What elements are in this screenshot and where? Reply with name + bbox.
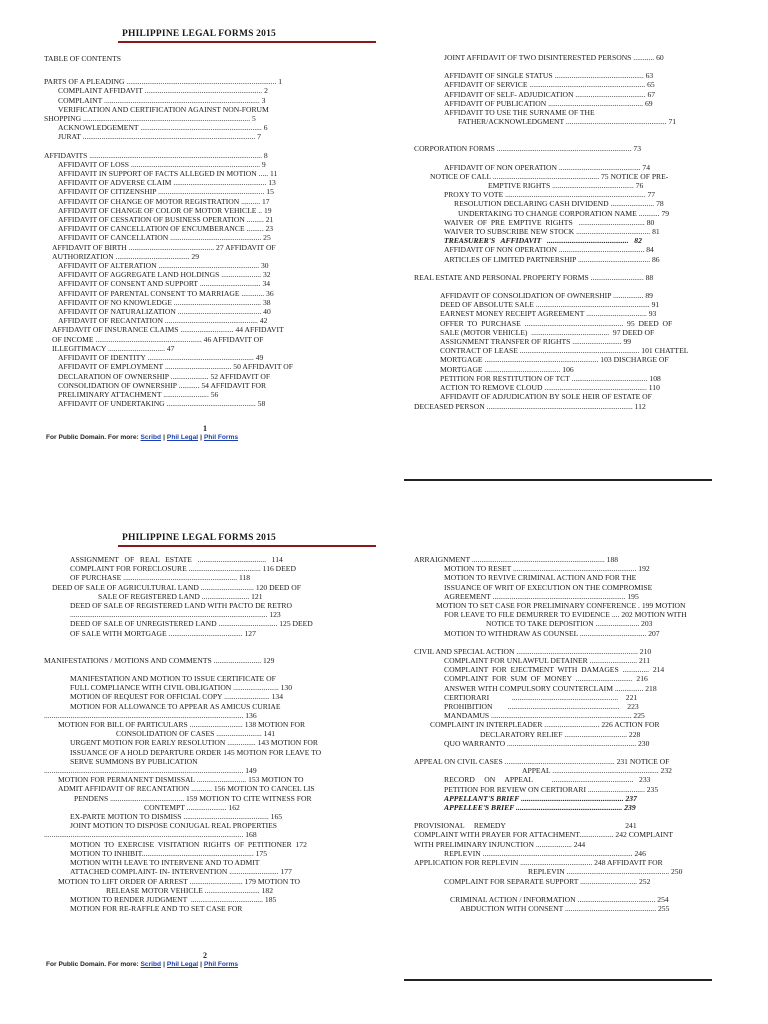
- toc-entry: DECEASED PERSON ............................................................................. 112: [414, 401, 646, 411]
- toc-entry: TREASURER'S AFFIDAVIT ........................................... 82: [444, 236, 642, 246]
- toc-entry: ASSIGNMENT TRANSFER OF RIGHTS .......................... 99: [440, 337, 632, 347]
- footer-separator: |: [163, 434, 165, 441]
- toc-entry: AFFIDAVIT OF BIRTH ............................................. 27 AFFIDAVIT OF: [52, 242, 276, 252]
- toc-entry: MOTION TO INHIBIT........................................................... 175: [70, 848, 268, 858]
- toc-entry: AFFIDAVIT OF CONSENT AND SUPPORT ................................ 34: [58, 279, 271, 289]
- toc-entry: ......................................................................................................... 168: [44, 830, 257, 840]
- toc-entry: AFFIDAVIT OF CANCELLATION ................................................ 25: [58, 233, 271, 243]
- toc-entry: AFFIDAVIT OF ADVERSE CLAIM ................................................. 13: [58, 178, 276, 188]
- toc-entry: MOTION FOR ALLOWANCE TO APPEAR AS AMICUS CURIAE: [70, 701, 281, 711]
- toc-entry: PROVISIONAL REMEDY 241: [414, 821, 637, 831]
- toc-entry: AFFIDAVIT OF EMPLOYMENT ................................... 50 AFFIDAVIT OF: [58, 362, 293, 372]
- toc-entry: APPEAL ........................................................ 232: [522, 766, 672, 776]
- header-rule: [118, 545, 376, 547]
- toc-entry: AFFIDAVIT OF SINGLE STATUS ............................................... 63: [444, 71, 654, 81]
- footer-separator: |: [200, 961, 202, 968]
- toc-entry: ARTICLES OF LIMITED PARTNERSHIP ...................................... 86: [444, 254, 660, 264]
- toc-entry: REPLEVIN ...................................................... 250: [528, 867, 683, 877]
- toc-entry: AGREEMENT ...................................................................... 195: [444, 591, 639, 601]
- toc-entry: MOTION FOR BILL OF PARTICULARS ............................ 138 MOTION FOR: [58, 720, 306, 730]
- toc-entry: MORTGAGE ............................................................ 103 DISCHARGE OF: [440, 355, 669, 365]
- toc-entry: AFFIDAVIT OF PUBLICATION .................................................. 69: [444, 98, 653, 108]
- toc-entry: EARNEST MONEY RECEIPT AGREEMENT ................................ 93: [440, 309, 657, 319]
- toc-entry: AFFIDAVIT OF UNDERTAKING ............................................... 58: [58, 399, 266, 409]
- header-rule: [118, 41, 376, 43]
- toc-entry: COMPLAINT WITH PRAYER FOR ATTACHMENT.................. 242 COMPLAINT: [414, 830, 674, 840]
- toc-entry: MOTION TO RENDER JUDGMENT ...................................... 185: [70, 894, 277, 904]
- toc-entry: AFFIDAVIT OF NON OPERATION ............................................. 84: [444, 245, 654, 255]
- toc-entry: APPELLEE'S BRIEF ........................................................ 239: [444, 803, 636, 813]
- toc-entry: PENDENS ....................................... 159 MOTION TO CITE WITNESS FOR: [74, 793, 312, 803]
- footer-link-phil-legal[interactable]: Phil Legal: [166, 434, 199, 441]
- toc-entry: RELEASE MOTOR VEHICLE ............................. 182: [106, 885, 273, 895]
- toc-entry: AFFIDAVIT OF CANCELLATION OF ENCUMBERANCE ......... 23: [58, 224, 274, 234]
- page-footer: [46, 961, 238, 968]
- toc-entry: ISSUANCE OF WRIT OF EXECUTION ON THE COMPROMISE: [444, 582, 653, 592]
- toc-entry: MANDAMUS .......................................................................... 225: [444, 711, 645, 721]
- toc-entry: NOTICE OF CALL ........................................................ 75 NOTICE OF PRE-: [430, 171, 669, 181]
- toc-entry: FOR LEAVE TO FILE DEMURRER TO EVIDENCE .... 202 MOTION WITH: [444, 610, 687, 620]
- toc-entry: COMPLAINT FOR SUM OF MONEY .............................. 216: [444, 674, 648, 684]
- toc-left-column: [44, 555, 382, 913]
- toc-entry: FATHER/ACKNOWLEDGMENT ..................................................... 71: [458, 117, 677, 127]
- toc-entry: ACKNOWLEDGEMENT ................................................................ 6: [58, 123, 268, 133]
- footer-link-phil-forms[interactable]: Phil Forms: [203, 961, 239, 968]
- toc-entry: AFFIDAVIT OF PARENTAL CONSENT TO MARRIAGE ............ 36: [58, 288, 274, 298]
- toc-entry: MOTION WITH LEAVE TO INTERVENE AND TO ADMIT: [70, 858, 260, 868]
- toc-entry: OF PURCHASE ............................................................ 118: [70, 573, 251, 583]
- toc-entry: DEED OF ABSOLUTE SALE ............................................................ 91: [440, 300, 660, 310]
- toc-entry: MOTION TO EXERCISE VISITATION RIGHTS OF PETITIONER 172: [70, 839, 307, 849]
- toc-entry: PETITION FOR RESTITUTION OF TCT ........................................ 108: [440, 373, 661, 383]
- toc-entry: EMPTIVE RIGHTS ........................................... 76: [488, 181, 644, 191]
- toc-entry: AFFIDAVIT OF NO KNOWLEDGE .............................................. 38: [58, 297, 271, 307]
- document-page-2: [0, 512, 768, 1024]
- toc-entry: MANIFESTATION AND MOTION TO ISSUE CERTIFICATE OF: [70, 674, 276, 684]
- toc-entry: AFFIDAVIT OF CHANGE OF MOTOR REGISTRATION .......... 17: [58, 196, 270, 206]
- footer-rule: [404, 979, 712, 981]
- toc-entry: MOTION FOR PERMANENT DISMISSAL .......................... 153 MOTION TO: [58, 775, 304, 785]
- toc-entry: MOTION OF REQUEST FOR OFFICIAL COPY ........................ 134: [70, 692, 283, 702]
- toc-entry: SHOPPING ........................................................................................ 5: [44, 114, 256, 124]
- page-footer: [46, 434, 238, 441]
- toc-entry: JOINT AFFIDAVIT OF TWO DISINTERESTED PERSONS ........... 60: [444, 53, 664, 62]
- toc-entry: MOTION TO REVIVE CRIMINAL ACTION AND FOR THE: [444, 573, 637, 583]
- toc-entry: MANIFESTATIONS / MOTIONS AND COMMENTS ......................... 129: [44, 655, 275, 665]
- toc-entry: AFFIDAVIT OF AGGREGATE LAND HOLDINGS ..................... 32: [58, 270, 271, 280]
- toc-entry: CIVIL AND SPECIAL ACTION ................................................................ 210: [414, 646, 652, 656]
- footer-separator: |: [200, 434, 202, 441]
- toc-entry: AFFIDAVIT OF RECANTATION ................................................. 42: [58, 316, 268, 326]
- toc-entry: AFFIDAVIT OF CONSOLIDATION OF OWNERSHIP ................ 89: [440, 291, 653, 301]
- toc-entry: DECLARATORY RELIEF ................................. 228: [480, 729, 641, 739]
- toc-entry: ISSUANCE OF A HOLD DEPARTURE ORDER 145 MOTION FOR LEAVE TO: [70, 747, 322, 757]
- toc-entry: RECORD ON APPEAL ........................................... 233: [444, 775, 651, 785]
- toc-entry: FULL COMPLIANCE WITH CIVIL OBLIGATION ........................ 130: [70, 683, 293, 693]
- toc-entry: ABDUCTION WITH CONSENT ................................................ 255: [460, 903, 670, 913]
- toc-entry: ARRAIGNMENT ...................................................................... 188: [414, 555, 619, 564]
- toc-right-column: [414, 555, 718, 913]
- toc-entry: REAL ESTATE AND PERSONAL PROPERTY FORMS ............................ 88: [414, 272, 654, 282]
- page-number: 1: [203, 424, 207, 433]
- toc-entry: NOTICE TO TAKE DEPOSITION ....................... 203: [486, 619, 653, 629]
- toc-entry: QUO WARRANTO .................................................................... 230: [444, 738, 650, 748]
- toc-entry: COMPLAINT FOR SEPARATE SUPPORT .............................. 252: [444, 876, 651, 886]
- toc-entry: APPLICATION FOR REPLEVIN ...................................... 248 AFFIDAVIT FOR: [414, 858, 663, 868]
- toc-entry: AFFIDAVIT OF NON OPERATION ........................................... 74: [444, 162, 651, 172]
- toc-entry: AFFIDAVIT OF CHANGE OF COLOR OF MOTOR VEHICLE .. 19: [58, 205, 272, 215]
- toc-entry: AFFIDAVIT OF LOSS .................................................................... 9: [58, 159, 266, 169]
- toc-entry: ILLEGITIMACY .............................. 47: [52, 343, 175, 353]
- toc-entry: AFFIDAVIT OF SERVICE ............................................................. 65: [444, 80, 655, 90]
- toc-entry: APPEAL ON CIVIL CASES .......................................................... 231 NOTICE OF: [414, 757, 670, 767]
- footer-link-scribd[interactable]: Scribd: [140, 434, 162, 441]
- toc-entry: AFFIDAVIT OF INSURANCE CLAIMS ............................ 44 AFFIDAVIT: [52, 325, 284, 335]
- toc-entry: MOTION TO WITHDRAW AS COUNSEL ................................... 207: [444, 628, 660, 638]
- toc-entry: SERVE SUMMONS BY PUBLICATION: [70, 756, 198, 766]
- toc-entry: URGENT MOTION FOR EARLY RESOLUTION ............... 143 MOTION FOR: [70, 738, 318, 748]
- footer-text: For Public Domain. For more:: [46, 961, 139, 968]
- toc-entry: DEED OF SALE OF UNREGISTERED LAND ............................... 125 DEED: [70, 619, 313, 629]
- toc-entry: SALE (MOTOR VEHICLE) ......................................... 97 DEED OF: [440, 327, 655, 337]
- toc-entry: MOTION FOR RE-RAFFLE AND TO SET CASE FOR: [70, 904, 243, 914]
- toc-entry: AFFIDAVIT OF IDENTITY ........................................................ 49: [58, 353, 264, 363]
- toc-entry: CONSOLIDATION OF CASES ........................ 141: [116, 729, 276, 739]
- toc-entry: COMPLAINT .................................................................................. 3: [58, 95, 266, 105]
- toc-entry: MORTGAGE ........................................ 106: [440, 364, 574, 374]
- toc-entry: WITH PRELIMINARY INJUNCTION ................... 244: [414, 839, 586, 849]
- footer-link-phil-legal[interactable]: Phil Legal: [166, 961, 199, 968]
- toc-entry: ......................................................................................................... 136: [44, 710, 257, 720]
- page-number: 2: [203, 951, 207, 960]
- toc-entry: CRIMINAL ACTION / INFORMATION ......................................... 254: [450, 894, 669, 904]
- toc-entry: COMPLAINT AFFIDAVIT .............................................................. 2: [58, 86, 268, 96]
- toc-entry: CERTIORARI ........................................................ 221: [444, 692, 638, 702]
- page-header: PHILIPPINE LEGAL FORMS 2015: [122, 29, 276, 39]
- toc-entry: TABLE OF CONTENTS: [44, 54, 122, 63]
- toc-entry: APPELLANT'S BRIEF ...................................................... 237: [444, 793, 637, 803]
- toc-entry: ATTACHED COMPLAINT- IN- INTERVENTION .......................... 177: [70, 867, 292, 877]
- toc-entry: SALE OF REGISTERED LAND ......................... 121: [98, 591, 263, 601]
- toc-entry: EX-PARTE MOTION TO DISMISS ............................................. 165: [70, 812, 283, 822]
- toc-entry: VERIFICATION AND CERTIFICATION AGAINST NON-FORUM: [58, 104, 269, 114]
- toc-entry: WAIVER TO SUBSCRIBE NEW STOCK ....................................... 81: [444, 227, 660, 237]
- toc-entry: PETITION FOR REVIEW ON CERTIORARI .............................. 235: [444, 784, 659, 794]
- footer-separator: |: [163, 961, 165, 968]
- toc-entry: AFFIDAVIT OF CESSATION OF BUSINESS OPERATION ......... 21: [58, 215, 274, 225]
- toc-entry: JOINT MOTION TO DISPOSE CONJUGAL REAL PROPERTIES: [70, 821, 277, 831]
- toc-entry: UNDERTAKING TO CHANGE CORPORATION NAME ........... 79: [458, 208, 670, 218]
- toc-entry: WAIVER OF PRE EMPTIVE RIGHTS ................................... 80: [444, 217, 655, 227]
- toc-entry: REPLEVIN ............................................................................... 246: [444, 848, 646, 858]
- toc-entry: ANSWER WITH COMPULSORY COUNTERCLAIM ............... 218: [444, 683, 657, 693]
- page-header: PHILIPPINE LEGAL FORMS 2015: [122, 533, 276, 543]
- toc-entry: CORPORATION FORMS ....................................................................... 73: [414, 144, 641, 154]
- toc-entry: PROXY TO VOTE .......................................................................... 77: [444, 190, 656, 200]
- toc-entry: ........................................................................................................ 123: [70, 610, 281, 620]
- toc-entry: CONTRACT OF LEASE ............................................................... 101 CHATTEL: [440, 346, 689, 356]
- toc-entry: PARTS OF A PLEADING ............................................................................... 1: [44, 77, 283, 87]
- toc-right-column: [414, 53, 718, 411]
- toc-entry: COMPLAINT FOR EJECTMENT WITH DAMAGES .............. 214: [444, 665, 665, 675]
- toc-left-column: [44, 54, 382, 408]
- toc-entry: COMPLAINT IN INTERPLEADER ............................. 226 ACTION FOR: [430, 720, 660, 730]
- toc-entry: OF SALE WITH MORTGAGE ....................................... 127: [70, 628, 256, 638]
- toc-entry: DEED OF SALE OF AGRICULTURAL LAND ............................ 120 DEED OF: [52, 582, 301, 592]
- toc-entry: OF INCOME ........................................................ 46 AFFIDAVIT OF: [52, 334, 264, 344]
- toc-entry: AFFIDAVIT OF CITIZENSHIP ........................................................ 15: [58, 187, 274, 197]
- toc-entry: AUTHORIZATION ....................................... 29: [52, 251, 200, 261]
- toc-entry: MOTION TO LIFT ORDER OF ARREST ............................ 179 MOTION TO: [58, 876, 300, 886]
- toc-entry: AFFIDAVIT TO USE THE SURNAME OF THE: [444, 108, 595, 118]
- toc-entry: OFFER TO PURCHASE .................................................... 95 DEED OF: [440, 318, 673, 328]
- toc-entry: AFFIDAVIT OF ADJUDICATION BY SOLE HEIR OF ESTATE OF: [440, 392, 652, 402]
- toc-entry: PROHIBITION ........................................................... 223: [444, 702, 639, 712]
- toc-entry: AFFIDAVIT OF SELF- ADJUDICATION ..................................... 67: [444, 89, 656, 99]
- toc-entry: PRELIMINARY ATTACHMENT ........................ 56: [58, 389, 219, 399]
- toc-entry: RESOLUTION DECLARING CASH DIVIDEND ....................... 78: [454, 199, 664, 209]
- toc-entry: MOTION TO SET CASE FOR PRELIMINARY CONFERENCE . 199 MOTION: [436, 601, 686, 611]
- footer-link-phil-forms[interactable]: Phil Forms: [203, 434, 239, 441]
- toc-entry: ADMIT AFFIDAVIT OF RECANTATION ........... 156 MOTION TO CANCEL LIS: [58, 784, 315, 794]
- toc-entry: JURAT ........................................................................................... 7: [58, 132, 261, 142]
- footer-link-scribd[interactable]: Scribd: [140, 961, 162, 968]
- toc-entry: MOTION TO RESET ................................................................. 192: [444, 564, 650, 574]
- toc-entry: COMPLAINT FOR UNLAWFUL DETAINER ......................... 211: [444, 656, 651, 666]
- toc-entry: AFFIDAVIT IN SUPPORT OF FACTS ALLEGED IN MOTION ..... 11: [58, 169, 278, 179]
- toc-entry: ASSIGNMENT OF REAL ESTATE .................................... 114: [70, 555, 283, 564]
- toc-entry: CONSOLIDATION OF OWNERSHIP ........... 54 AFFIDAVIT FOR: [58, 380, 267, 390]
- footer-rule: [404, 479, 712, 481]
- toc-entry: COMPLAINT FOR FORECLOSURE ...................................... 116 DEED: [70, 564, 296, 574]
- toc-entry: AFFIDAVIT OF ALTERATION ..................................................... 30: [58, 261, 269, 271]
- toc-entry: CONTEMPT ..................... 162: [144, 802, 240, 812]
- toc-entry: AFFIDAVITS ........................................................................................... 8: [44, 150, 268, 160]
- toc-entry: DEED OF SALE OF REGISTERED LAND WITH PACTO DE RETRO: [70, 601, 292, 611]
- toc-entry: ACTION TO REMOVE CLOUD ...................................................... 110: [440, 383, 660, 393]
- toc-entry: AFFIDAVIT OF NATURALIZATION ............................................ 40: [58, 307, 271, 317]
- toc-entry: ......................................................................................................... 149: [44, 766, 257, 776]
- toc-entry: DECLARATION OF OWNERSHIP .................... 52 AFFIDAVIT OF: [58, 371, 271, 381]
- footer-text: For Public Domain. For more:: [46, 434, 139, 441]
